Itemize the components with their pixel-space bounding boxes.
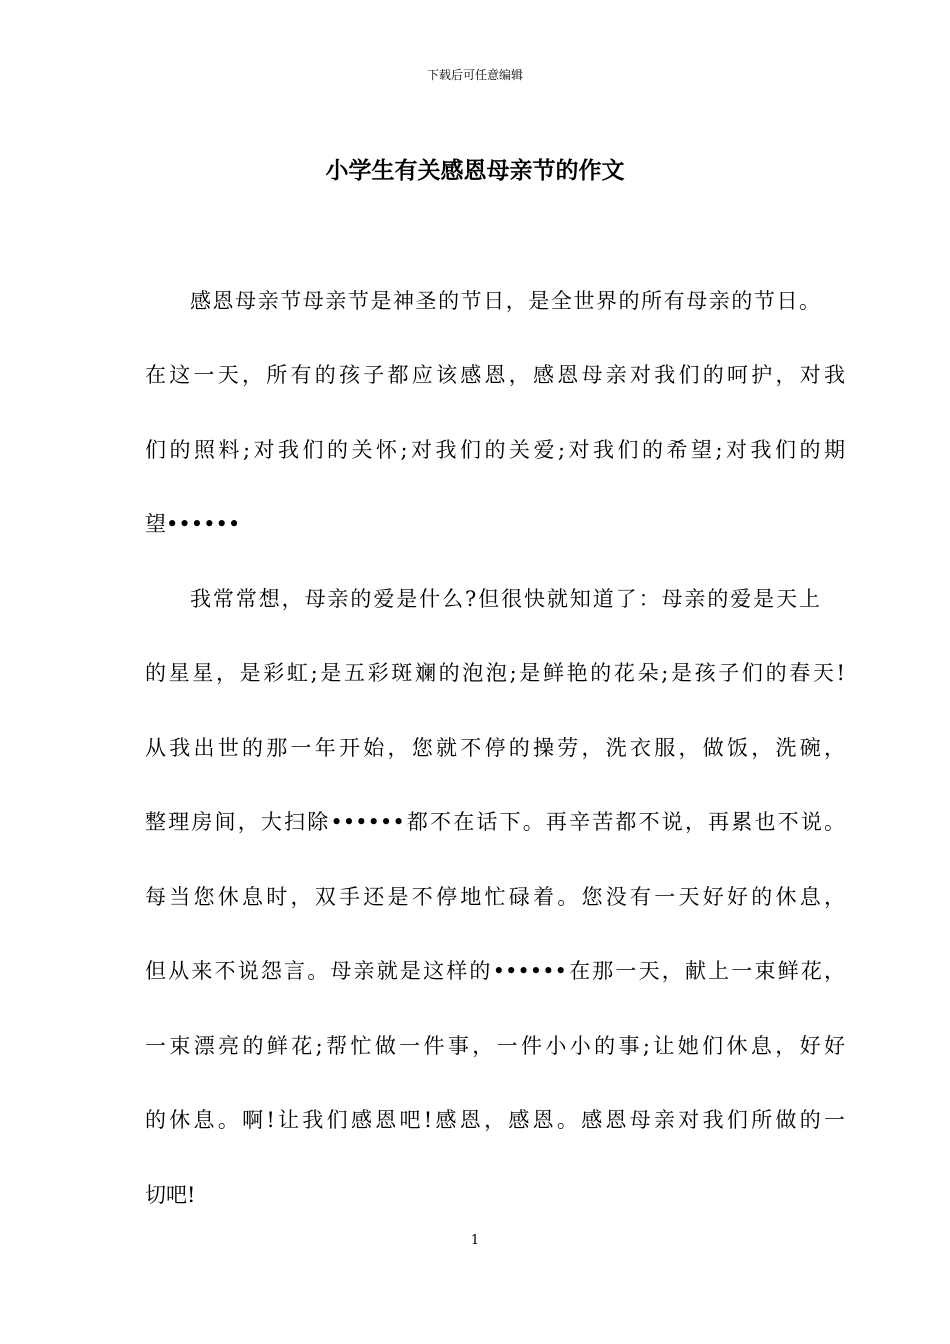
text-line: 我常常想，母亲的爱是什么?但很快就知道了：母亲的爱是天上	[190, 587, 820, 611]
header-note: 下载后可任意编辑	[426, 68, 523, 82]
text-line: 的休息。啊!让我们感恩吧!感恩，感恩。感恩母亲对我们所做的一	[145, 1108, 845, 1132]
text-line: 感恩母亲节母亲节是神圣的节日，是全世界的所有母亲的节日。	[190, 289, 820, 313]
text-line: 望••••••	[145, 512, 241, 536]
text-line: 整理房间，大扫除••••••都不在话下。再辛苦都不说，再累也不说。	[145, 810, 845, 834]
text-line: 在这一天，所有的孩子都应该感恩，感恩母亲对我们的呵护，对我	[145, 363, 845, 387]
text-line: 一束漂亮的鲜花;帮忙做一件事，一件小小的事;让她们休息，好好	[145, 1034, 845, 1058]
document-title: 小学生有关感恩母亲节的作文	[325, 158, 625, 184]
text-line: 但从来不说怨言。母亲就是这样的••••••在那一天，献上一束鲜花，	[145, 959, 845, 983]
text-line: 从我出世的那一年开始，您就不停的操劳，洗衣服，做饭，洗碗，	[145, 736, 845, 760]
text-line: 的星星，是彩虹;是五彩斑斓的泡泡;是鲜艳的花朵;是孩子们的春天!	[145, 661, 845, 685]
text-line: 们的照料;对我们的关怀;对我们的关爱;对我们的希望;对我们的期	[145, 438, 845, 462]
text-line: 切吧!	[145, 1183, 196, 1207]
page-number: 1	[470, 1233, 480, 1248]
text-line: 每当您休息时，双手还是不停地忙碌着。您没有一天好好的休息，	[145, 885, 845, 909]
